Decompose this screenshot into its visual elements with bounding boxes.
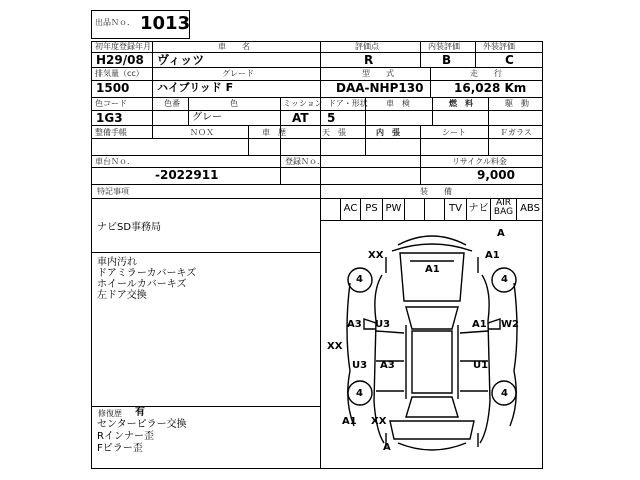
- car-name-label: 車 名: [218, 42, 250, 51]
- mileage-value: 16,028 Km: [454, 81, 527, 95]
- damage-code: A1: [485, 250, 500, 261]
- car-name-value: ヴィッツ: [157, 53, 205, 67]
- sunroof-label: 天 張: [322, 128, 346, 137]
- displacement-value: 1500: [96, 81, 130, 95]
- damage-code: A1: [342, 416, 357, 427]
- displacement-label: 排気量（cc）: [95, 69, 144, 78]
- damage-code: A3: [347, 319, 362, 330]
- row-divider: [91, 125, 543, 126]
- recycle-label: リサイクル料金: [452, 157, 507, 166]
- damage-code: XX: [327, 341, 343, 352]
- color-code-label: 色コード: [95, 99, 127, 108]
- col-divider: [475, 41, 476, 67]
- reg-no-label: 登録Ｎｏ．: [285, 157, 325, 166]
- equip-tv: TV: [449, 203, 462, 214]
- col-divider: [488, 125, 489, 155]
- damage-code: XX: [371, 416, 387, 427]
- manual-label: 整備手帳: [95, 128, 127, 137]
- repair-line: Rインナー歪: [97, 431, 154, 442]
- doors-value: 5: [327, 111, 336, 125]
- fglass-label: Ｆガラス: [500, 128, 532, 137]
- car-damage-diagram: [320, 221, 543, 469]
- col-divider: [248, 125, 249, 155]
- col-divider: [365, 125, 366, 155]
- score-value: R: [364, 53, 374, 67]
- nox-label: ＮＯＸ: [190, 128, 214, 137]
- equipment-label: 装 備: [420, 187, 452, 196]
- equipment-grid: [320, 198, 543, 220]
- equip-abs: ABS: [520, 203, 540, 214]
- damage-code: U1: [473, 360, 489, 371]
- drive-label: 駆 動: [505, 99, 529, 108]
- equip-ac: AC: [343, 203, 358, 214]
- interior-score-value: B: [442, 53, 452, 67]
- col-divider: [420, 155, 421, 184]
- equip-ps: PS: [365, 203, 378, 214]
- equip-airbag: AIR BAG: [493, 198, 514, 217]
- note-line: ナビSD事務局: [97, 222, 162, 233]
- history-label: 車 歴: [262, 128, 286, 137]
- damage-code: A: [497, 228, 505, 239]
- row-divider: [91, 97, 543, 98]
- recycle-value: 9,000: [477, 168, 515, 182]
- color-no-label: 色番: [164, 99, 180, 108]
- col-divider: [420, 41, 421, 67]
- exterior-score-value: C: [505, 53, 514, 67]
- damage-code: A1: [472, 319, 487, 330]
- equip-navi: ナビ: [468, 203, 489, 214]
- mileage-label: 走 行: [470, 69, 502, 78]
- transmission-label: ミッション: [283, 99, 323, 108]
- repair-history-value: 有: [135, 407, 145, 418]
- note-line: ホイールカバーキズ: [97, 279, 187, 290]
- grade-value: ハイブリッド F: [157, 81, 234, 94]
- damage-code: U3: [352, 360, 368, 371]
- grade-label: グレード: [222, 69, 254, 78]
- col-divider: [488, 97, 489, 125]
- damage-code: XX: [368, 250, 384, 261]
- notes-divider: [91, 406, 321, 407]
- row-divider: [91, 184, 543, 185]
- damage-code: A3: [380, 360, 395, 371]
- damage-code: U3: [375, 319, 391, 330]
- interior-trim-label: 内 張: [376, 128, 400, 137]
- row-divider: [91, 110, 543, 111]
- tire-tread: 4: [501, 388, 508, 399]
- col-divider: [432, 97, 433, 125]
- tire-tread: 4: [356, 388, 363, 399]
- note-line: ドアミラーカバーキズ: [97, 268, 197, 279]
- note-line: 車内汚れ: [97, 257, 137, 268]
- first-reg-value: H29/08: [96, 53, 144, 67]
- damage-code: A1: [425, 264, 440, 275]
- tire-tread: 4: [501, 274, 508, 285]
- fuel-label: 燃 料: [449, 99, 473, 108]
- model-value: DAA-NHP130: [336, 81, 424, 95]
- damage-code: A: [383, 442, 391, 453]
- inspection-label: 車 検: [386, 99, 410, 108]
- lot-number: 1013: [140, 13, 191, 34]
- first-reg-label: 初年度登録年月: [95, 42, 151, 51]
- repair-history-label: 修復歴: [98, 409, 122, 418]
- col-divider: [420, 125, 421, 155]
- color-label: 色: [230, 99, 238, 108]
- color-code-value: 1G3: [96, 111, 123, 125]
- seat-label: シート: [442, 128, 466, 137]
- transmission-value: AT: [292, 111, 309, 125]
- notes-label: 特記事項: [97, 187, 129, 196]
- row-divider: [91, 67, 543, 68]
- col-divider: [280, 97, 281, 125]
- damage-code: W2: [501, 319, 519, 330]
- row-divider: [91, 138, 543, 139]
- exterior-score-label: 外装評価: [483, 42, 515, 51]
- interior-score-label: 内装評価: [428, 42, 460, 51]
- color-value: グレー: [192, 112, 222, 123]
- note-line: 左ドア交換: [97, 290, 147, 301]
- col-divider: [280, 155, 281, 184]
- score-label: 評価点: [355, 42, 379, 51]
- repair-line: Fピラー歪: [97, 443, 143, 454]
- col-divider: [430, 67, 431, 97]
- model-label: 型 式: [362, 69, 394, 78]
- repair-line: センターピラー交換: [97, 419, 187, 430]
- lot-number-label: 出品Ｎｏ．: [95, 18, 135, 27]
- chassis-value: -2022911: [155, 168, 219, 182]
- row-divider: [91, 155, 543, 156]
- notes-divider: [91, 252, 321, 253]
- equip-pw: PW: [385, 203, 402, 214]
- col-divider: [152, 41, 153, 138]
- chassis-label: 車台Ｎｏ．: [95, 157, 135, 166]
- col-divider: [188, 97, 189, 125]
- tire-tread: 4: [356, 274, 363, 285]
- doors-label: ドア・形状: [328, 99, 368, 108]
